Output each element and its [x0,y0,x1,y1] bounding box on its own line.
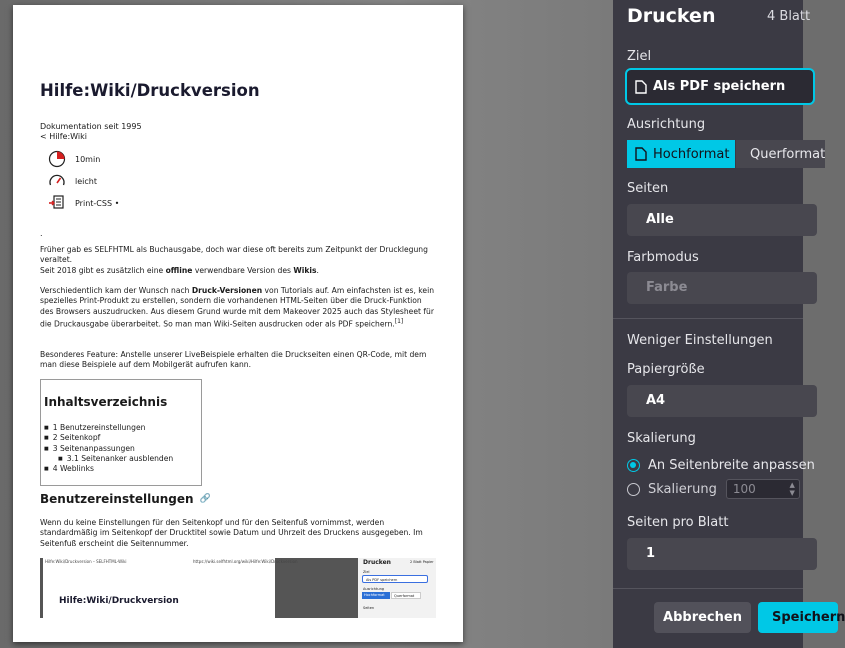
reading-time-label: 10min [75,154,101,164]
toc-item: ■ 3.1 Seitenanker ausblenden [44,454,173,464]
fit-width-option[interactable] [627,458,815,473]
embedded-orient-label: Ausrichtung [363,587,385,591]
custom-scale-option[interactable] [627,479,800,499]
orientation-label: Ausrichtung [627,117,706,132]
topic-label: Print-CSS • [75,198,120,208]
paper-size-label: Papiergröße [627,362,705,377]
intro-text-1: Früher gab es SELFHTML als Buchausgabe, doch war diese oft bereits zum Zeitpunkt der Drucklegung veraltet. [40,245,428,265]
embedded-pages-label: Seiten [363,606,375,610]
scaling-label: Skalierung [627,431,696,446]
portrait-button[interactable] [627,140,735,168]
intro-text-4: . [316,265,319,275]
scale-input-value: 100 [732,482,756,496]
landscape-label: Querformat [750,146,826,162]
section-paragraph: Wenn du keine Einstellungen für den Seitenkopf und für den Seitenfuß vornimmst, werden standardmäßig im Seitenkopf der Drucktitel sowie Datum und Uhrzeit des Druckens ausgegeben. Im Seitenfuß erscheint die Seitennummer. [40,518,423,548]
footer-divider [613,588,803,589]
fewer-settings-toggle[interactable]: Weniger Einstellungen [627,333,773,348]
wikis-bold: Wikis [293,265,317,275]
section-heading-text: Benutzereinstellungen [40,492,194,506]
topic [48,194,119,212]
toc-item: ■ 3 Seitenanpassungen [44,444,173,454]
toc-item: ■ 2 Seitenkopf [44,433,173,443]
scale-input[interactable] [726,479,800,499]
separator-dot: . [40,229,43,238]
toc-heading: Inhaltsverzeichnis [44,395,168,409]
print-css-icon [48,194,66,212]
cancel-button[interactable]: Abbrechen [654,602,751,633]
custom-scale-radio[interactable] [627,483,640,496]
landscape-button[interactable] [735,140,825,168]
paper-size-select[interactable]: A4 [627,385,817,417]
pages-per-sheet-label: Seiten pro Blatt [627,515,729,530]
toc-item: ■ 4 Weblinks [44,464,173,474]
print-settings-panel [613,0,845,648]
embedded-page-title: Hilfe:Wiki/Druckversion [59,596,179,606]
color-mode-label: Farbmodus [627,250,699,265]
preview-page [13,5,463,642]
table-of-contents [40,379,202,486]
embedded-dialog-count: 2 Blatt Papier [410,560,434,564]
intro-paragraph [40,245,435,276]
footnote-ref: [1] [394,317,404,325]
destination-label: Ziel [627,49,652,64]
feature-paragraph: Besonderes Feature: Anstelle unserer LiveBeispiele erhalten die Druckseiten einen QR-Code, mit dem man diese Beispiele auf dem Mobilgerät aufrufen kann. [40,350,427,370]
destination-value: Als PDF speichern [653,79,786,94]
back-link: < Hilfe:Wiki [40,132,87,141]
page-title: Hilfe:Wiki/Druckversion [40,81,260,100]
portrait-label: Hochformat [653,146,730,162]
difficulty-label: leicht [75,176,97,186]
anchor-link-icon: 🔗 [199,494,211,504]
dialog-title: Drucken [627,5,716,27]
pages-label: Seiten [627,181,669,196]
section-heading [40,492,211,506]
save-button[interactable]: Speichern [758,602,838,633]
toc-list [44,423,173,475]
orientation-toggle [627,140,825,168]
fit-width-radio[interactable] [627,459,640,472]
offline-bold: offline [165,265,193,275]
embedded-dest-label: Ziel [363,570,370,574]
embedded-page [43,558,298,618]
embedded-print-dialog [358,558,436,618]
custom-scale-label: Skalierung [648,481,717,497]
color-mode-select[interactable]: Farbe [627,272,817,304]
embedded-screenshot [40,558,436,618]
intro-text-2: Seit 2018 gibt es zusätzlich eine [40,265,166,275]
embedded-header-right: https://wiki.selfhtml.org/wiki/Hilfe:Wiki/Druckversion [193,559,298,564]
druck-versionen-bold: Druck-Versionen [191,286,263,295]
embedded-portrait: Hochformat [362,592,390,599]
difficulty [48,172,97,190]
destination-select[interactable] [625,68,815,105]
doc-since: Dokumentation seit 1995 [40,122,142,131]
para2-text-2: von Tutorials auf. Am einfachsten ist es, kein spezielles Print-Produkt zu erstellen, sondern die vorhandenen HTML-Seiten über die Druck-Funktion des Browsers auszudrucken. Aus diesem Grund wurde mit dem Makeover 2025 auch das Stylesheet für die Druckausgabe überarbeitet. So man man Wiki-Seiten ausdrucken oder als PDF speichern. [40,286,435,329]
fit-width-label: An Seitenbreite anpassen [648,458,815,473]
toc-item: ■ 1 Benutzereinstellungen [44,423,173,433]
pages-select[interactable]: Alle [627,204,817,236]
document-icon [635,80,647,94]
embedded-header-left: Hilfe:Wiki/Druckversion – SELFHTML-Wiki [45,559,127,564]
intro-text-3: verwendbare Version des [192,265,294,275]
clock-icon [48,150,66,168]
stepper-icon[interactable]: ▲ ▼ [789,481,795,497]
sheet-count: 4 Blatt [767,9,811,24]
embedded-dialog-title: Drucken [363,559,391,566]
para2-text-1: Verschiedentlich kam der Wunsch nach [40,286,192,295]
pages-per-sheet-select[interactable]: 1 [627,538,817,570]
reading-time [48,150,100,168]
embedded-landscape: Querformat [391,592,421,599]
portrait-icon [635,147,647,161]
print-versions-paragraph [40,286,435,330]
divider [613,318,803,319]
embedded-dest-value: Als PDF speichern [362,575,428,583]
gauge-icon [48,172,66,190]
